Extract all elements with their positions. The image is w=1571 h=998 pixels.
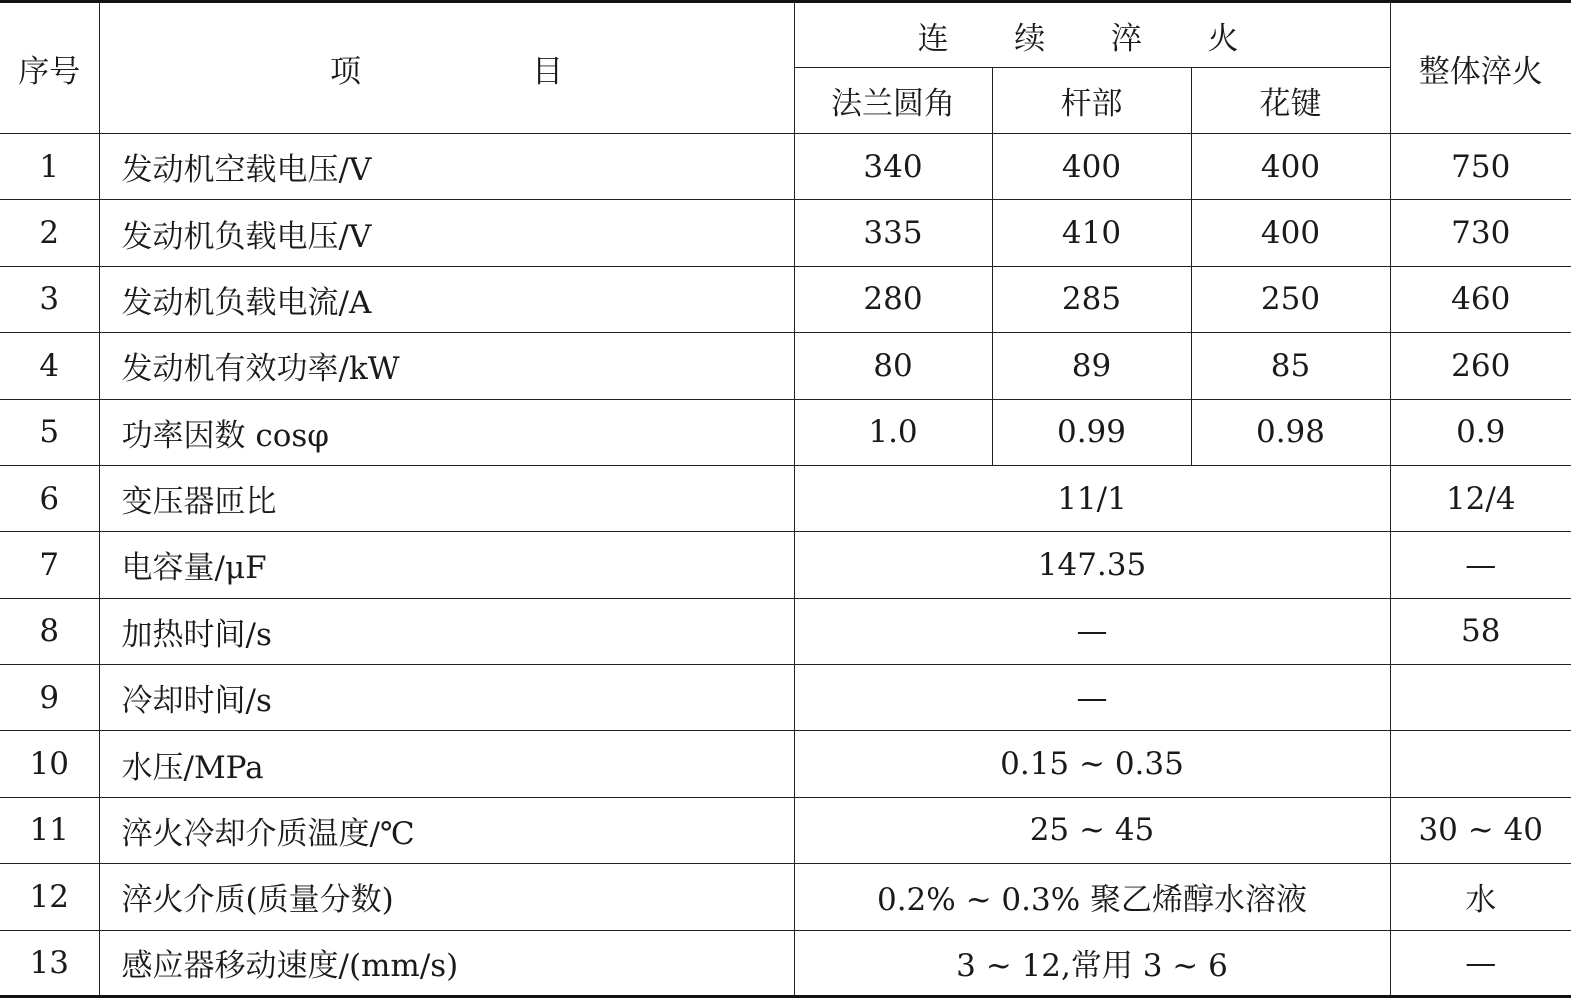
header-seq: 序号 — [0, 2, 99, 134]
cell-continuous-merged: 25 ~ 45 — [794, 797, 1390, 863]
cell-flange: 335 — [794, 200, 992, 266]
cell-shaft: 89 — [992, 333, 1191, 399]
table-row — [0, 532, 1571, 598]
cell-continuous-merged: 3 ~ 12,常用 3 ~ 6 — [794, 930, 1390, 997]
cell-continuous-merged: 0.15 ~ 0.35 — [794, 731, 1390, 797]
cell-spline: 400 — [1191, 134, 1390, 200]
cell-spline: 85 — [1191, 333, 1390, 399]
header-row-main — [0, 2, 1571, 68]
cell-spline: 250 — [1191, 266, 1390, 332]
table-row — [0, 797, 1571, 863]
table-row — [0, 465, 1571, 531]
table-row — [0, 333, 1571, 399]
row-item: 功率因数 cosφ — [99, 399, 794, 465]
cell-whole: 750 — [1390, 134, 1571, 200]
table-row — [0, 134, 1571, 200]
cell-whole: — — [1390, 930, 1571, 997]
header-shaft: 杆部 — [992, 68, 1191, 134]
row-number: 9 — [0, 665, 99, 731]
header-continuous-quench: 连 续 淬 火 — [794, 2, 1390, 68]
cell-whole: 水 — [1390, 864, 1571, 930]
row-number: 5 — [0, 399, 99, 465]
row-number: 8 — [0, 598, 99, 664]
header-flange-fillet: 法兰圆角 — [794, 68, 992, 134]
row-item: 发动机负载电流/A — [99, 266, 794, 332]
cell-continuous-merged: 11/1 — [794, 465, 1390, 531]
row-number: 11 — [0, 797, 99, 863]
cell-whole: 730 — [1390, 200, 1571, 266]
cell-whole: 0.9 — [1390, 399, 1571, 465]
cell-flange: 340 — [794, 134, 992, 200]
header-item: 项 目 — [99, 2, 794, 134]
row-item: 淬火冷却介质温度/℃ — [99, 797, 794, 863]
cell-flange: 280 — [794, 266, 992, 332]
header-spline: 花键 — [1191, 68, 1390, 134]
cell-shaft: 410 — [992, 200, 1191, 266]
table-row — [0, 598, 1571, 664]
row-number: 3 — [0, 266, 99, 332]
cell-flange: 1.0 — [794, 399, 992, 465]
table-row — [0, 200, 1571, 266]
row-number: 7 — [0, 532, 99, 598]
row-item: 发动机负载电压/V — [99, 200, 794, 266]
cell-flange: 80 — [794, 333, 992, 399]
cell-whole: 58 — [1390, 598, 1571, 664]
cell-continuous-merged: 147.35 — [794, 532, 1390, 598]
row-number: 13 — [0, 930, 99, 997]
cell-shaft: 400 — [992, 134, 1191, 200]
table-row — [0, 930, 1571, 997]
cell-continuous-merged: — — [794, 598, 1390, 664]
row-item: 水压/MPa — [99, 731, 794, 797]
row-item: 变压器匝比 — [99, 465, 794, 531]
row-item: 发动机空载电压/V — [99, 134, 794, 200]
row-item: 感应器移动速度/(mm/s) — [99, 930, 794, 997]
row-number: 6 — [0, 465, 99, 531]
row-item: 加热时间/s — [99, 598, 794, 664]
cell-whole — [1390, 665, 1571, 731]
row-number: 10 — [0, 731, 99, 797]
row-item: 电容量/μF — [99, 532, 794, 598]
header-whole-quench: 整体淬火 — [1390, 2, 1571, 134]
cell-continuous-merged: 0.2% ~ 0.3% 聚乙烯醇水溶液 — [794, 864, 1390, 930]
cell-whole: 12/4 — [1390, 465, 1571, 531]
row-item: 冷却时间/s — [99, 665, 794, 731]
cell-continuous-merged: — — [794, 665, 1390, 731]
table-row — [0, 266, 1571, 332]
cell-whole — [1390, 731, 1571, 797]
table-row — [0, 399, 1571, 465]
cell-shaft: 0.99 — [992, 399, 1191, 465]
cell-spline: 400 — [1191, 200, 1390, 266]
cell-whole: 260 — [1390, 333, 1571, 399]
row-item: 发动机有效功率/kW — [99, 333, 794, 399]
table-row — [0, 665, 1571, 731]
row-number: 1 — [0, 134, 99, 200]
row-number: 12 — [0, 864, 99, 930]
table-row — [0, 731, 1571, 797]
cell-shaft: 285 — [992, 266, 1191, 332]
row-number: 2 — [0, 200, 99, 266]
table-row — [0, 864, 1571, 930]
cell-whole: — — [1390, 532, 1571, 598]
cell-spline: 0.98 — [1191, 399, 1390, 465]
row-item: 淬火介质(质量分数) — [99, 864, 794, 930]
row-number: 4 — [0, 333, 99, 399]
cell-whole: 30 ~ 40 — [1390, 797, 1571, 863]
cell-whole: 460 — [1390, 266, 1571, 332]
